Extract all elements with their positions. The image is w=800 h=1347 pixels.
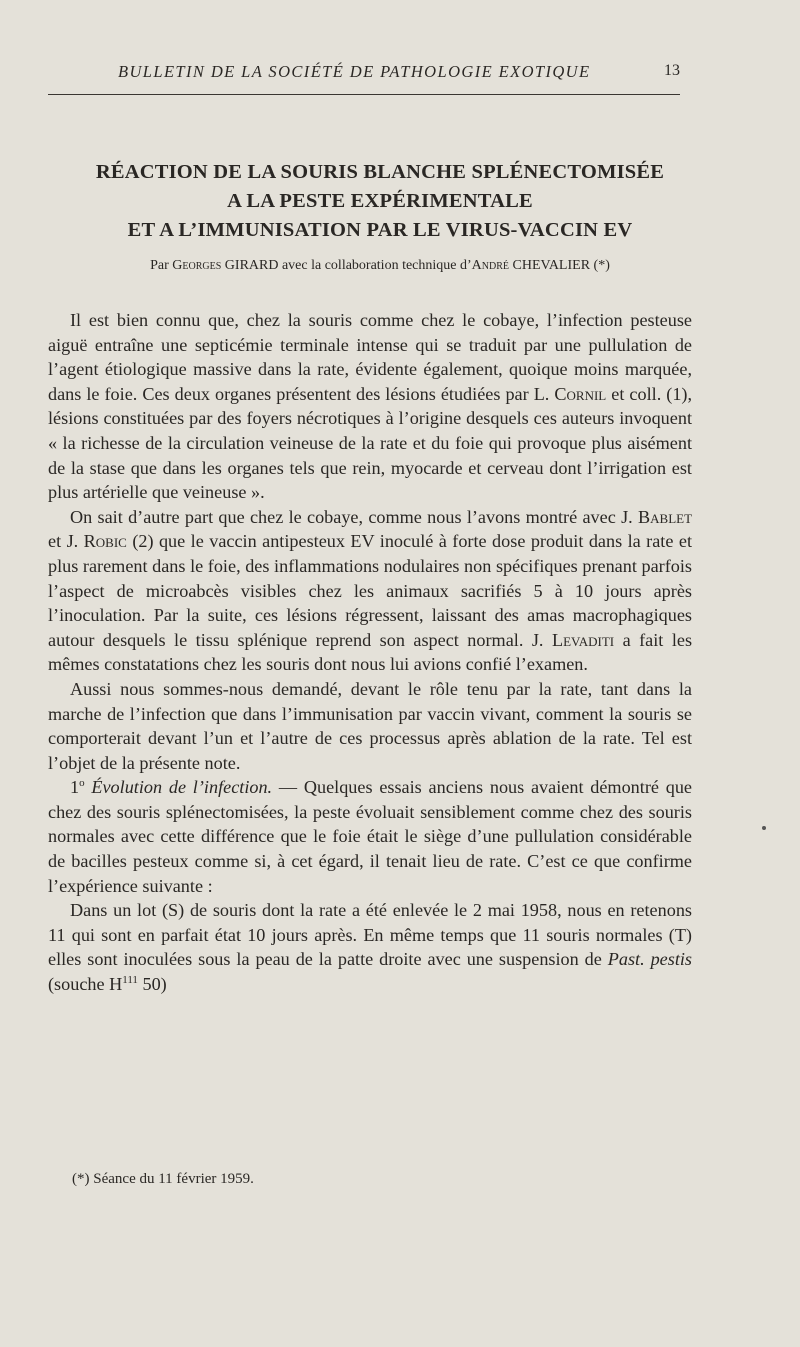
paragraph-5: Dans un lot (S) de souris dont la rate a été enlevée le 2 mai 1958, nous en retenons 11 qui sont en parfait état 10 jours après. En même temps que 11 souris normales (T) elles sont inoculées sous la peau de la patte droite avec une suspension de Past. pestis (souche $H^{111}$ 50) [48, 900, 693, 995]
journal-name: BULLETIN DE LA SOCIÉTÉ DE PATHOLOGIE EXOTIQUE [118, 62, 591, 81]
author2-first-name: André [471, 258, 510, 273]
article-title [40, 158, 720, 245]
author-bablet: Bablet [638, 506, 693, 527]
running-head [48, 62, 680, 95]
byline [40, 258, 720, 274]
author1-last-name: GIRARD [224, 258, 279, 273]
article-body [48, 308, 692, 997]
author-levaditi: Levaditi [551, 629, 615, 650]
author-robic: Robic [83, 531, 127, 552]
byline-collaboration: avec la collaboration technique d’ [281, 258, 472, 273]
author-cornil: Cornil [554, 383, 607, 404]
title-line-2: A LA PESTE EXPÉRIMENTALE [227, 190, 533, 212]
section-heading: Évolution de l’infection. [91, 777, 273, 798]
footnote-mark: (*) [72, 1171, 90, 1187]
author1-first-name: Georges [172, 258, 222, 273]
author2-last-name: CHEVALIER [512, 258, 591, 273]
byline-par: Par [150, 258, 169, 273]
byline-note-mark: (*) [593, 258, 610, 273]
section-number: 1 [70, 777, 80, 798]
footnote [72, 1171, 254, 1188]
paragraph-2: On sait d’autre part que chez le cobaye, comme nous l’avons montré avec J. Bablet et J. Robic (2) que le vaccin antipesteux EV inoculé à forte dose produit dans la rate et plus rarement dans le foie, des inflammations nodulaires non spécifiques prenant parfois l’aspect de microabcès visibles chez les animaux sacrifiés 5 à 10 jours après l’inoculation. Par la suite, ces lésions régressent, laissant des amas macrophagiques autour desquels le tissu splénique reprend son aspect normal. J. Levaditi a fait les mêmes constatations chez les souris dont nous lui avions confié l’examen. [48, 506, 693, 675]
paragraph-1: Il est bien connu que, chez la souris comme chez le cobaye, l’infection pesteuse aiguë entraîne une septicémie terminale intense qui se traduit par une pullulation de l’agent étiologique massive dans la rate, évidente également, quoique moins marquée, dans le foie. Ces deux organes présentent des lésions étudiées par L. Cornil et coll. (1), lésions constituées par des foyers nécrotiques à l’origine desquels ces auteurs invoquent « la richesse de la circulation veineuse de la rate et du foie qui provoque plus aisément de la stase que dans les organes tels que rein, myocarde et cerveau dont l’irrigation est plus artérielle que veineuse ». [48, 310, 693, 503]
paragraph-4: 1$^o$ Évolution de l’infection. — Quelques essais anciens nous avaient démontré que chez des souris splénectomisées, la peste évoluait sensiblement comme chez des souris normales avec cette différence que le foie était le siège d’une pullulation considérable de bacilles pesteux comme si, à cet égard, il tenait lieu de rate. C’est ce que confirme l’expérience suivante : [48, 777, 692, 896]
title-line-1: RÉACTION DE LA SOURIS BLANCHE SPLÉNECTOMISÉE [95, 161, 665, 183]
margin-speck [762, 826, 766, 830]
page-number: 13 [664, 62, 680, 79]
title-line-3: ET A L’IMMUNISATION PAR LE VIRUS-VACCIN EV [127, 219, 633, 241]
footnote-text: Séance du 11 février 1959. [93, 1171, 254, 1187]
paragraph-3: Aussi nous sommes-nous demandé, devant le rôle tenu par la rate, tant dans la marche de l’infection que dans l’immunisation par vaccin vivant, comment la souris se comporterait devant l’un et l’autre de ces processus après ablation de la rate. Tel est l’objet de la présente note. [48, 678, 692, 773]
species-name: Past. pestis [607, 949, 693, 970]
